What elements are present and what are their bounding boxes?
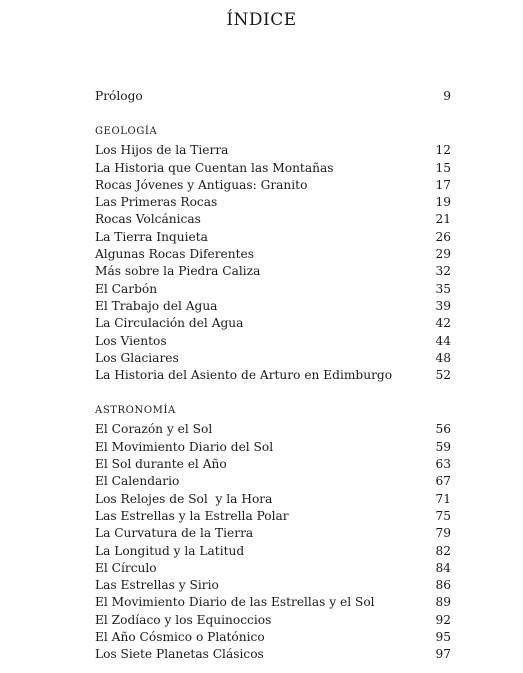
toc-entry[interactable] — [95, 160, 451, 177]
toc-entry-page: 9 — [443, 89, 451, 103]
toc-entry-page: 84 — [435, 560, 451, 575]
toc-entry[interactable] — [95, 646, 451, 663]
toc-entry-page: 63 — [435, 457, 451, 472]
toc-entry[interactable] — [95, 298, 451, 315]
toc-entry[interactable] — [95, 211, 451, 228]
toc-entry-label: Algunas Rocas Diferentes — [95, 247, 254, 262]
toc-entry-label: Las Estrellas y la Estrella Polar — [95, 508, 289, 523]
toc-entry-label: Los Glaciares — [95, 350, 179, 365]
toc-entry-page: 75 — [435, 508, 451, 523]
toc-entry-label: El Calendario — [95, 474, 180, 489]
toc-entry[interactable] — [95, 525, 451, 542]
toc-entry-page: 39 — [435, 298, 451, 313]
toc-entry-page: 19 — [435, 195, 451, 210]
toc-entry[interactable] — [95, 439, 451, 456]
toc-entry[interactable] — [95, 281, 451, 298]
toc-entry-page: 32 — [435, 264, 451, 279]
toc-entry-page: 86 — [435, 578, 451, 593]
toc-section-geologia — [95, 125, 451, 384]
toc-entry-page: 79 — [435, 526, 451, 541]
toc-entry-label: Las Primeras Rocas — [95, 195, 218, 210]
toc-entries — [95, 421, 451, 663]
toc-entry-label: El Círculo — [95, 560, 157, 575]
toc-entry[interactable] — [95, 594, 451, 611]
toc-entry[interactable] — [95, 333, 451, 350]
toc-entry-label: Rocas Jóvenes y Antiguas: Granito — [95, 177, 308, 192]
toc-entry-label: El Carbón — [95, 281, 158, 296]
toc-entries — [95, 142, 451, 384]
toc-entry-label: El Trabajo del Agua — [95, 298, 218, 313]
toc-entry-page: 59 — [435, 439, 451, 454]
toc-entry[interactable] — [95, 508, 451, 525]
toc-entry[interactable] — [95, 350, 451, 367]
toc-entry-page: 17 — [435, 177, 451, 192]
toc-entry-label: La Historia del Asiento de Arturo en Edimburgo — [95, 368, 393, 383]
toc-entry[interactable] — [95, 612, 451, 629]
toc-entry[interactable] — [95, 629, 451, 646]
toc-entry-page: 15 — [435, 160, 451, 175]
toc-entry[interactable] — [95, 421, 451, 438]
toc-entry-page: 95 — [435, 630, 451, 645]
toc-entry[interactable] — [95, 263, 451, 280]
toc-entry[interactable] — [95, 473, 451, 490]
toc-entry[interactable] — [95, 177, 451, 194]
toc-entry-prologue[interactable] — [95, 88, 451, 105]
toc-entry-page: 67 — [435, 474, 451, 489]
toc-entry[interactable] — [95, 543, 451, 560]
toc-entry-page: 52 — [435, 368, 451, 383]
toc-entry-page: 29 — [435, 247, 451, 262]
toc-entry-label: El Zodíaco y los Equinoccios — [95, 612, 272, 627]
toc-entry-label: Los Siete Planetas Clásicos — [95, 647, 264, 662]
section-heading: GEOLOGÍA — [95, 126, 158, 138]
toc-entry-label: Rocas Volcánicas — [95, 212, 201, 227]
toc-entry-label: Más sobre la Piedra Caliza — [95, 264, 261, 279]
toc-entry-label: La Longitud y la Latitud — [95, 543, 245, 558]
toc-entry[interactable] — [95, 456, 451, 473]
toc-entry-page: 56 — [435, 422, 451, 437]
toc-entry-label: El Año Cósmico o Platónico — [95, 630, 265, 645]
toc-entry[interactable] — [95, 246, 451, 263]
toc-entry-label: El Corazón y el Sol — [95, 422, 213, 437]
toc-entry-page: 89 — [435, 595, 451, 610]
toc-entry[interactable] — [95, 315, 451, 332]
toc-entry-page: 42 — [435, 316, 451, 331]
toc-entry-page: 26 — [435, 229, 451, 244]
toc-entry-page: 92 — [435, 612, 451, 627]
toc-entry-label: El Movimiento Diario del Sol — [95, 439, 274, 454]
toc-entry[interactable] — [95, 560, 451, 577]
toc-entry-label: Los Relojes de Sol y la Hora — [95, 491, 273, 506]
toc-entry[interactable] — [95, 229, 451, 246]
toc-entry-page: 97 — [435, 647, 451, 662]
section-heading: ASTRONOMÍA — [95, 405, 176, 417]
page-title: ÍNDICE — [226, 10, 297, 30]
table-of-contents — [95, 88, 451, 664]
toc-entry-label: La Historia que Cuentan las Montañas — [95, 160, 334, 175]
toc-entry-page: 71 — [435, 491, 451, 506]
toc-entry-label: Las Estrellas y Sirio — [95, 578, 219, 593]
toc-entry-label: El Movimiento Diario de las Estrellas y el Sol — [95, 595, 375, 610]
toc-entry-label: Los Vientos — [95, 333, 167, 348]
toc-entry[interactable] — [95, 577, 451, 594]
toc-entry-label: Prólogo — [95, 89, 143, 103]
toc-entry-page: 44 — [435, 333, 451, 348]
toc-section-astronomia — [95, 404, 451, 663]
toc-entry-page: 35 — [435, 281, 451, 296]
toc-entry-label: La Circulación del Agua — [95, 316, 244, 331]
toc-entry-page: 82 — [435, 543, 451, 558]
toc-entry[interactable] — [95, 491, 451, 508]
toc-entry-page: 12 — [435, 143, 451, 158]
toc-entry-page: 48 — [435, 350, 451, 365]
toc-entry-label: Los Hijos de la Tierra — [95, 143, 229, 158]
toc-entry-label: El Sol durante el Año — [95, 457, 227, 472]
toc-entry-label: La Curvatura de la Tierra — [95, 526, 254, 541]
toc-entry-label: La Tierra Inquieta — [95, 229, 208, 244]
toc-entry-page: 21 — [435, 212, 451, 227]
toc-entry[interactable] — [95, 194, 451, 211]
toc-entry[interactable] — [95, 367, 451, 384]
toc-entry[interactable] — [95, 142, 451, 159]
